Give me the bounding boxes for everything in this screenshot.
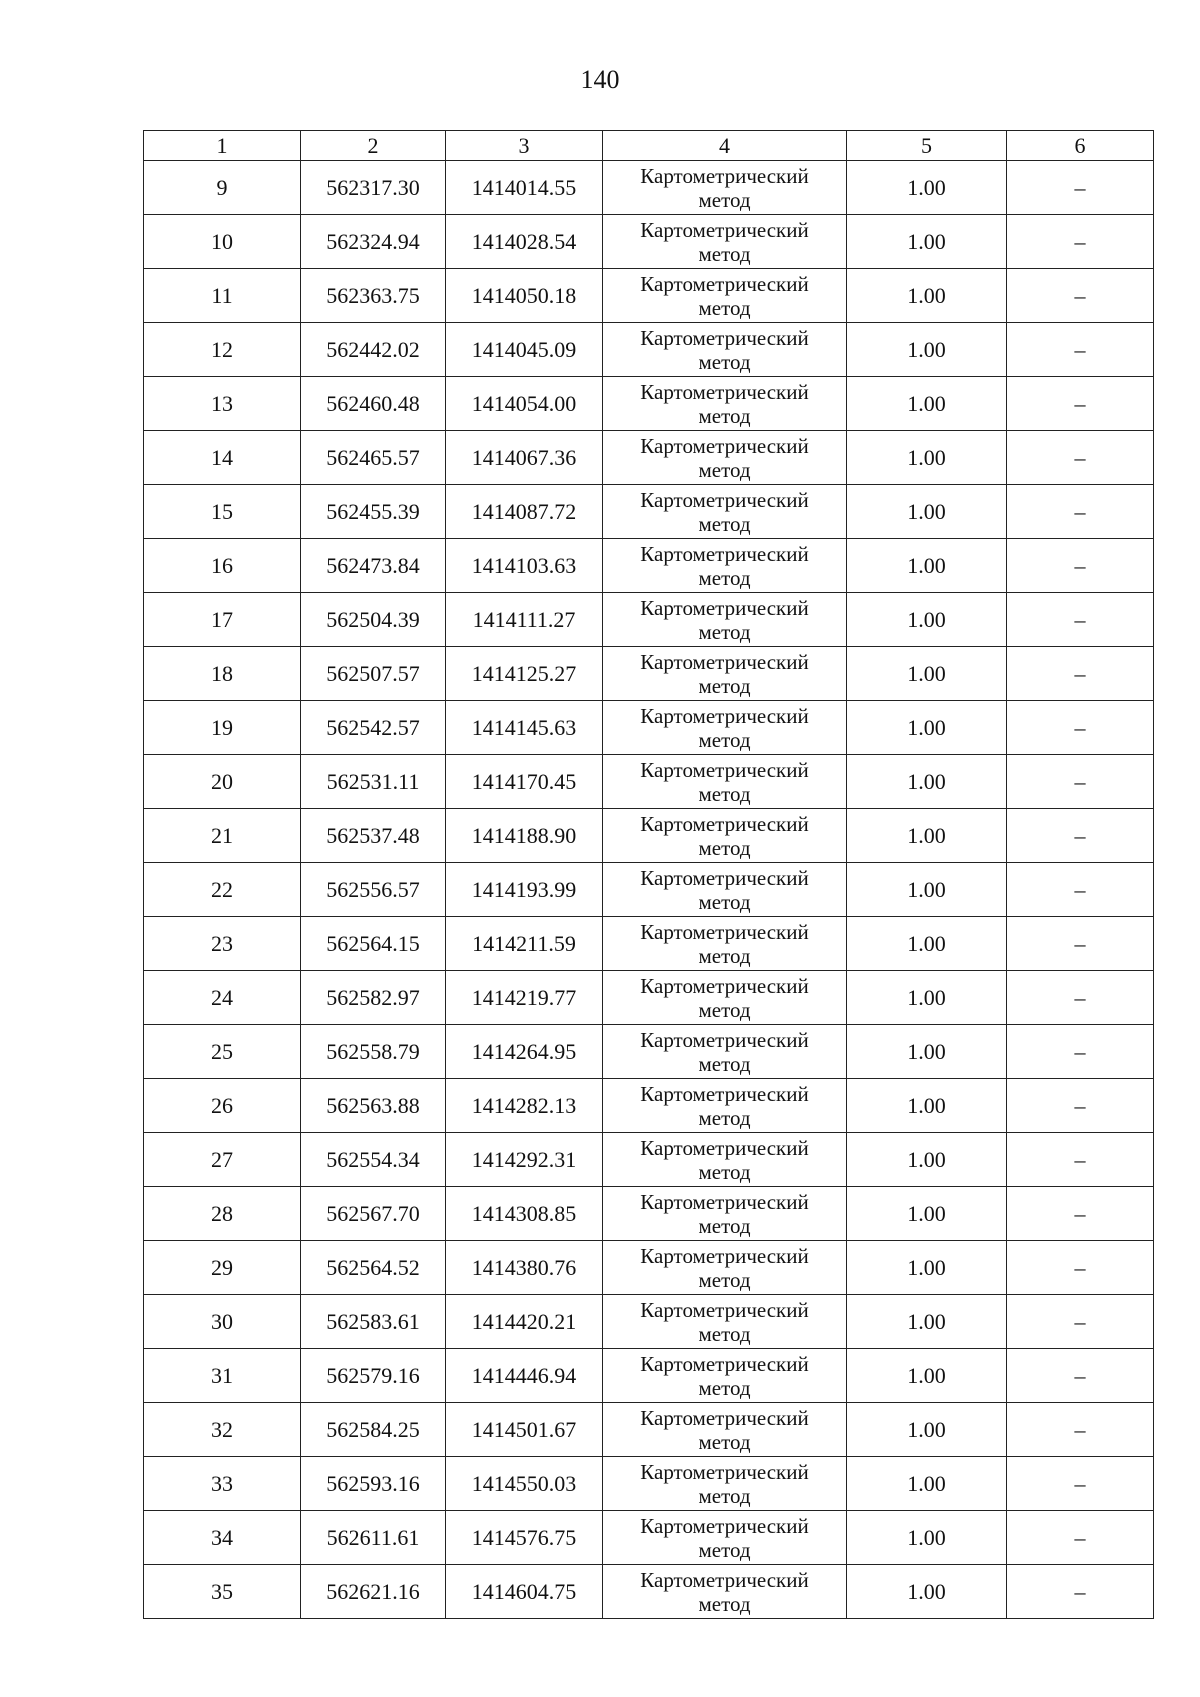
- y-coordinate-cell: 1414067.36: [446, 431, 603, 485]
- y-coordinate-cell: 1414050.18: [446, 269, 603, 323]
- x-coordinate-cell: 562563.88: [301, 1079, 446, 1133]
- method-line-1: Картометрический: [640, 595, 809, 620]
- table-row: [144, 485, 1154, 539]
- method-line-2: метод: [698, 511, 751, 536]
- method-line-1: Картометрический: [640, 1405, 809, 1430]
- accuracy-cell: 1.00: [847, 1349, 1007, 1403]
- method-cell: [603, 971, 847, 1025]
- table-row: [144, 809, 1154, 863]
- x-coordinate-cell: 562593.16: [301, 1457, 446, 1511]
- table-row: [144, 161, 1154, 215]
- x-coordinate-cell: 562542.57: [301, 701, 446, 755]
- table-body: [144, 161, 1154, 1619]
- y-coordinate-cell: 1414193.99: [446, 863, 603, 917]
- method-cell: [603, 809, 847, 863]
- method-cell: [603, 1511, 847, 1565]
- method-cell: [603, 1133, 847, 1187]
- x-coordinate-cell: 562582.97: [301, 971, 446, 1025]
- y-coordinate-cell: 1414501.67: [446, 1403, 603, 1457]
- coordinates-table: [143, 130, 1154, 1619]
- accuracy-cell: 1.00: [847, 701, 1007, 755]
- y-coordinate-cell: 1414170.45: [446, 755, 603, 809]
- point-number-cell: 30: [144, 1295, 301, 1349]
- x-coordinate-cell: 562473.84: [301, 539, 446, 593]
- y-coordinate-cell: 1414264.95: [446, 1025, 603, 1079]
- accuracy-cell: 1.00: [847, 917, 1007, 971]
- x-coordinate-cell: 562583.61: [301, 1295, 446, 1349]
- accuracy-cell: 1.00: [847, 377, 1007, 431]
- method-line-2: метод: [698, 781, 751, 806]
- x-coordinate-cell: 562558.79: [301, 1025, 446, 1079]
- method-line-1: Картометрический: [640, 1459, 809, 1484]
- method-line-1: Картометрический: [640, 919, 809, 944]
- note-cell: –: [1007, 701, 1154, 755]
- accuracy-cell: 1.00: [847, 1079, 1007, 1133]
- accuracy-cell: 1.00: [847, 593, 1007, 647]
- method-cell: [603, 323, 847, 377]
- method-line-1: Картометрический: [640, 487, 809, 512]
- point-number-cell: 24: [144, 971, 301, 1025]
- table-row: [144, 1187, 1154, 1241]
- method-line-1: Картометрический: [640, 1513, 809, 1538]
- point-number-cell: 25: [144, 1025, 301, 1079]
- table-row: [144, 917, 1154, 971]
- note-cell: –: [1007, 917, 1154, 971]
- table-header: [144, 131, 1154, 161]
- point-number-cell: 14: [144, 431, 301, 485]
- table-row: [144, 1133, 1154, 1187]
- note-cell: –: [1007, 755, 1154, 809]
- method-line-2: метод: [698, 241, 751, 266]
- accuracy-cell: 1.00: [847, 485, 1007, 539]
- note-cell: –: [1007, 863, 1154, 917]
- y-coordinate-cell: 1414308.85: [446, 1187, 603, 1241]
- point-number-cell: 33: [144, 1457, 301, 1511]
- note-cell: –: [1007, 539, 1154, 593]
- table-row: [144, 1295, 1154, 1349]
- header-cell-2: 2: [301, 131, 446, 161]
- accuracy-cell: 1.00: [847, 1295, 1007, 1349]
- point-number-cell: 29: [144, 1241, 301, 1295]
- note-cell: –: [1007, 431, 1154, 485]
- table-row: [144, 269, 1154, 323]
- method-line-1: Картометрический: [640, 541, 809, 566]
- table-row: [144, 1241, 1154, 1295]
- point-number-cell: 34: [144, 1511, 301, 1565]
- method-line-2: метод: [698, 835, 751, 860]
- table-row: [144, 1403, 1154, 1457]
- method-line-2: метод: [698, 727, 751, 752]
- table-row: [144, 539, 1154, 593]
- method-line-1: Картометрический: [640, 811, 809, 836]
- table-row: [144, 1025, 1154, 1079]
- table-row: [144, 701, 1154, 755]
- method-cell: [603, 1349, 847, 1403]
- x-coordinate-cell: 562455.39: [301, 485, 446, 539]
- method-cell: [603, 269, 847, 323]
- accuracy-cell: 1.00: [847, 1403, 1007, 1457]
- y-coordinate-cell: 1414219.77: [446, 971, 603, 1025]
- note-cell: –: [1007, 1241, 1154, 1295]
- method-cell: [603, 1403, 847, 1457]
- point-number-cell: 20: [144, 755, 301, 809]
- method-cell: [603, 215, 847, 269]
- method-cell: [603, 1565, 847, 1619]
- header-cell-3: 3: [446, 131, 603, 161]
- note-cell: –: [1007, 1025, 1154, 1079]
- note-cell: –: [1007, 1295, 1154, 1349]
- method-line-1: Картометрический: [640, 649, 809, 674]
- note-cell: –: [1007, 1403, 1154, 1457]
- note-cell: –: [1007, 323, 1154, 377]
- method-line-2: метод: [698, 1483, 751, 1508]
- accuracy-cell: 1.00: [847, 971, 1007, 1025]
- x-coordinate-cell: 562584.25: [301, 1403, 446, 1457]
- point-number-cell: 13: [144, 377, 301, 431]
- method-cell: [603, 1079, 847, 1133]
- method-line-2: метод: [698, 1105, 751, 1130]
- x-coordinate-cell: 562363.75: [301, 269, 446, 323]
- method-line-1: Картометрический: [640, 433, 809, 458]
- accuracy-cell: 1.00: [847, 1133, 1007, 1187]
- note-cell: –: [1007, 377, 1154, 431]
- method-cell: [603, 755, 847, 809]
- table-row: [144, 971, 1154, 1025]
- table-row: [144, 1565, 1154, 1619]
- point-number-cell: 10: [144, 215, 301, 269]
- header-cell-6: 6: [1007, 131, 1154, 161]
- point-number-cell: 28: [144, 1187, 301, 1241]
- point-number-cell: 12: [144, 323, 301, 377]
- accuracy-cell: 1.00: [847, 755, 1007, 809]
- y-coordinate-cell: 1414087.72: [446, 485, 603, 539]
- method-line-1: Картометрический: [640, 757, 809, 782]
- method-line-2: метод: [698, 403, 751, 428]
- y-coordinate-cell: 1414145.63: [446, 701, 603, 755]
- note-cell: –: [1007, 269, 1154, 323]
- table-row: [144, 1511, 1154, 1565]
- point-number-cell: 17: [144, 593, 301, 647]
- method-line-2: метод: [698, 565, 751, 590]
- table-row: [144, 1457, 1154, 1511]
- table-row: [144, 1079, 1154, 1133]
- y-coordinate-cell: 1414282.13: [446, 1079, 603, 1133]
- point-number-cell: 31: [144, 1349, 301, 1403]
- accuracy-cell: 1.00: [847, 539, 1007, 593]
- method-cell: [603, 1241, 847, 1295]
- note-cell: –: [1007, 1187, 1154, 1241]
- point-number-cell: 22: [144, 863, 301, 917]
- method-cell: [603, 917, 847, 971]
- accuracy-cell: 1.00: [847, 431, 1007, 485]
- accuracy-cell: 1.00: [847, 1241, 1007, 1295]
- accuracy-cell: 1.00: [847, 1457, 1007, 1511]
- y-coordinate-cell: 1414446.94: [446, 1349, 603, 1403]
- point-number-cell: 23: [144, 917, 301, 971]
- method-line-2: метод: [698, 349, 751, 374]
- method-cell: [603, 377, 847, 431]
- method-line-2: метод: [698, 1051, 751, 1076]
- method-line-1: Картометрический: [640, 1135, 809, 1160]
- table-row: [144, 377, 1154, 431]
- method-line-1: Картометрический: [640, 703, 809, 728]
- accuracy-cell: 1.00: [847, 1025, 1007, 1079]
- method-cell: [603, 593, 847, 647]
- note-cell: –: [1007, 1133, 1154, 1187]
- point-number-cell: 21: [144, 809, 301, 863]
- method-line-1: Картометрический: [640, 1081, 809, 1106]
- point-number-cell: 26: [144, 1079, 301, 1133]
- table-row: [144, 323, 1154, 377]
- note-cell: –: [1007, 647, 1154, 701]
- y-coordinate-cell: 1414576.75: [446, 1511, 603, 1565]
- point-number-cell: 15: [144, 485, 301, 539]
- accuracy-cell: 1.00: [847, 1565, 1007, 1619]
- method-line-1: Картометрический: [640, 865, 809, 890]
- point-number-cell: 27: [144, 1133, 301, 1187]
- x-coordinate-cell: 562554.34: [301, 1133, 446, 1187]
- point-number-cell: 35: [144, 1565, 301, 1619]
- y-coordinate-cell: 1414188.90: [446, 809, 603, 863]
- method-line-1: Картометрический: [640, 163, 809, 188]
- method-line-1: Картометрический: [640, 271, 809, 296]
- x-coordinate-cell: 562556.57: [301, 863, 446, 917]
- method-line-2: метод: [698, 295, 751, 320]
- x-coordinate-cell: 562504.39: [301, 593, 446, 647]
- x-coordinate-cell: 562611.61: [301, 1511, 446, 1565]
- x-coordinate-cell: 562564.52: [301, 1241, 446, 1295]
- method-line-1: Картометрический: [640, 325, 809, 350]
- table-row: [144, 755, 1154, 809]
- point-number-cell: 11: [144, 269, 301, 323]
- x-coordinate-cell: 562442.02: [301, 323, 446, 377]
- y-coordinate-cell: 1414111.27: [446, 593, 603, 647]
- method-line-1: Картометрический: [640, 973, 809, 998]
- y-coordinate-cell: 1414420.21: [446, 1295, 603, 1349]
- accuracy-cell: 1.00: [847, 647, 1007, 701]
- note-cell: –: [1007, 1457, 1154, 1511]
- y-coordinate-cell: 1414054.00: [446, 377, 603, 431]
- method-line-2: метод: [698, 1213, 751, 1238]
- x-coordinate-cell: 562621.16: [301, 1565, 446, 1619]
- method-cell: [603, 1187, 847, 1241]
- method-line-1: Картометрический: [640, 1297, 809, 1322]
- method-line-2: метод: [698, 187, 751, 212]
- accuracy-cell: 1.00: [847, 1511, 1007, 1565]
- table-row: [144, 215, 1154, 269]
- method-line-2: метод: [698, 1591, 751, 1616]
- table-row: [144, 1349, 1154, 1403]
- table-row: [144, 863, 1154, 917]
- method-cell: [603, 863, 847, 917]
- method-line-2: метод: [698, 1267, 751, 1292]
- x-coordinate-cell: 562465.57: [301, 431, 446, 485]
- y-coordinate-cell: 1414125.27: [446, 647, 603, 701]
- method-line-2: метод: [698, 889, 751, 914]
- method-line-1: Картометрический: [640, 1243, 809, 1268]
- point-number-cell: 32: [144, 1403, 301, 1457]
- x-coordinate-cell: 562579.16: [301, 1349, 446, 1403]
- accuracy-cell: 1.00: [847, 1187, 1007, 1241]
- method-line-2: метод: [698, 943, 751, 968]
- method-cell: [603, 701, 847, 755]
- x-coordinate-cell: 562537.48: [301, 809, 446, 863]
- y-coordinate-cell: 1414292.31: [446, 1133, 603, 1187]
- point-number-cell: 18: [144, 647, 301, 701]
- accuracy-cell: 1.00: [847, 161, 1007, 215]
- accuracy-cell: 1.00: [847, 269, 1007, 323]
- accuracy-cell: 1.00: [847, 809, 1007, 863]
- y-coordinate-cell: 1414550.03: [446, 1457, 603, 1511]
- point-number-cell: 19: [144, 701, 301, 755]
- method-cell: [603, 1457, 847, 1511]
- method-line-2: метод: [698, 1375, 751, 1400]
- method-cell: [603, 431, 847, 485]
- header-cell-5: 5: [847, 131, 1007, 161]
- method-line-1: Картометрический: [640, 1189, 809, 1214]
- note-cell: –: [1007, 593, 1154, 647]
- y-coordinate-cell: 1414604.75: [446, 1565, 603, 1619]
- y-coordinate-cell: 1414103.63: [446, 539, 603, 593]
- method-line-2: метод: [698, 1537, 751, 1562]
- x-coordinate-cell: 562324.94: [301, 215, 446, 269]
- note-cell: –: [1007, 1565, 1154, 1619]
- header-cell-1: 1: [144, 131, 301, 161]
- method-cell: [603, 647, 847, 701]
- method-line-2: метод: [698, 457, 751, 482]
- method-cell: [603, 485, 847, 539]
- header-row: [144, 131, 1154, 161]
- note-cell: –: [1007, 971, 1154, 1025]
- method-line-2: метод: [698, 997, 751, 1022]
- note-cell: –: [1007, 1511, 1154, 1565]
- method-line-1: Картометрический: [640, 379, 809, 404]
- method-line-1: Картометрический: [640, 1027, 809, 1052]
- y-coordinate-cell: 1414211.59: [446, 917, 603, 971]
- x-coordinate-cell: 562317.30: [301, 161, 446, 215]
- x-coordinate-cell: 562507.57: [301, 647, 446, 701]
- method-line-2: метод: [698, 1321, 751, 1346]
- page-number: 140: [580, 65, 620, 94]
- table-row: [144, 647, 1154, 701]
- x-coordinate-cell: 562564.15: [301, 917, 446, 971]
- x-coordinate-cell: 562531.11: [301, 755, 446, 809]
- method-line-1: Картометрический: [640, 217, 809, 242]
- point-number-cell: 16: [144, 539, 301, 593]
- x-coordinate-cell: 562567.70: [301, 1187, 446, 1241]
- accuracy-cell: 1.00: [847, 215, 1007, 269]
- method-line-1: Картометрический: [640, 1351, 809, 1376]
- method-line-2: метод: [698, 1429, 751, 1454]
- y-coordinate-cell: 1414028.54: [446, 215, 603, 269]
- note-cell: –: [1007, 485, 1154, 539]
- table-row: [144, 593, 1154, 647]
- x-coordinate-cell: 562460.48: [301, 377, 446, 431]
- point-number-cell: 9: [144, 161, 301, 215]
- note-cell: –: [1007, 215, 1154, 269]
- method-line-2: метод: [698, 619, 751, 644]
- method-cell: [603, 161, 847, 215]
- method-line-2: метод: [698, 673, 751, 698]
- accuracy-cell: 1.00: [847, 863, 1007, 917]
- y-coordinate-cell: 1414045.09: [446, 323, 603, 377]
- y-coordinate-cell: 1414380.76: [446, 1241, 603, 1295]
- y-coordinate-cell: 1414014.55: [446, 161, 603, 215]
- table-row: [144, 431, 1154, 485]
- header-cell-4: 4: [603, 131, 847, 161]
- method-line-2: метод: [698, 1159, 751, 1184]
- note-cell: –: [1007, 1349, 1154, 1403]
- accuracy-cell: 1.00: [847, 323, 1007, 377]
- note-cell: –: [1007, 809, 1154, 863]
- method-cell: [603, 1025, 847, 1079]
- method-cell: [603, 1295, 847, 1349]
- method-line-1: Картометрический: [640, 1567, 809, 1592]
- note-cell: –: [1007, 161, 1154, 215]
- method-cell: [603, 539, 847, 593]
- note-cell: –: [1007, 1079, 1154, 1133]
